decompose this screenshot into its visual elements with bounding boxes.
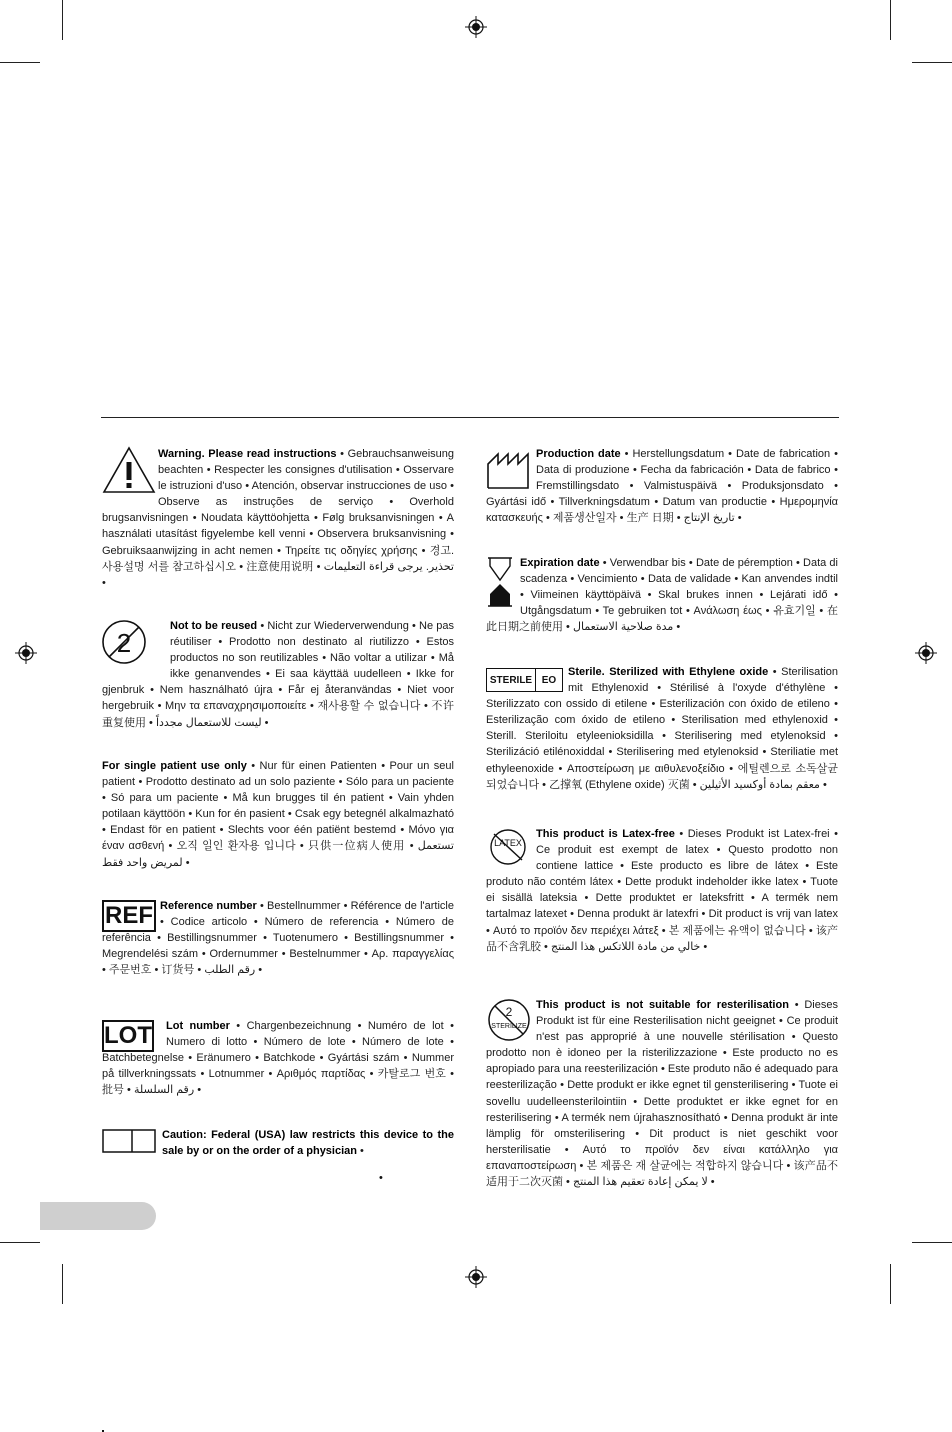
sterile-translations: • Sterilisation mit Ethylenoxid • Stérilisé à l'oxyde d'éthylène • Sterilizzato con ossido di etilene • Esterilización con óxido de etileno • Esterilização com óxido de etileno • Sterilisation med ethylenoxid • Sterill. Steriloitu etyleenioksidilla • Sterilisering med etylenoksid • Sterilizáció etilénoxiddal • Sterilisering med etylenoksid • Steriliatie met ethyleenoxide • Αποστείρωση με αιθυλενοξείδιο • 에틸렌으로 소독살균 되었습니다 • 乙撑氧 (Ethylene oxide) 灭菌 • معقم بمادة أوكسيد الأثيلين • — [486, 666, 838, 791]
latex-text — [486, 826, 838, 955]
registration-mark-icon — [465, 1266, 487, 1288]
latex-title: This product is Latex-free — [536, 828, 675, 840]
lot-title: Lot number — [166, 1020, 230, 1032]
registration-mark-icon — [15, 642, 37, 664]
warning-title: Warning. Please read instructions — [158, 448, 337, 460]
page-tab — [40, 1202, 156, 1230]
reference-text — [102, 898, 454, 978]
lot-translations: • Chargenbezeichnung • Numéro de lot • Numero di lotto • Número de lote • Número de lote • Batchbetegnelse • Eränumero • Batchkode • Gyártási szám • Nummer på tillverkningssats • Lotnummer • Αριθμός παρτίδας • 카탈로그 번호 • 批号 • رقم السلسلة • — [102, 1020, 454, 1097]
resterilisation-title: This product is not suitable for resterilisation — [536, 999, 789, 1011]
resterilisation-translations: • Dieses Produkt ist für eine Resterilisation nicht geeignet • Ce produit n'est pas approprié à une nouvelle stérilisation • Questo prodotto non è idoneo per la risterilizzazione • Este producto no es apropiado para una reesterilización • Este produto não é adequado para reesterilização • Dette produkt er ikke egnet til gensterilisering • Tuote ei sovellu uudelleensterilointiin • Dette produktet er ikke egnet for en resterilisering • A termék nem újrahasznosítható • Denna produkt är inte lämplig för omsterilisering • Dit product is niet geschikt voor hersterilisatie • Αυτό το προϊόν δεν είναι κατάλληλο για επαναποστείρωση • 본 제품은 재 살균에는 적합하지 않습니다 • 该产品不适用于二次灭菌 • لا يمكن إعادة تعقيم هذا المنتج • — [486, 999, 838, 1189]
lot-text — [102, 1018, 454, 1098]
horizontal-rule — [101, 417, 839, 418]
production-title: Production date — [536, 448, 621, 460]
warning-text — [102, 446, 454, 591]
single-patient-text — [102, 758, 454, 871]
reference-title: Reference number — [160, 900, 257, 912]
warning-translations: • Gebrauchsanweisung beachten • Respecter les consignes d'utilisation • Osservare le istruzioni d'uso • Atención, observar instrucciones de uso • Observe as instruções de serviço • Overhold brugsanvisningen • Noudata käyttöohjetta • Følg bruksanvisningen • A használati utasítást figyelembe kell venni • Observera bruksanvisning • Gebruiksaanwijzing in acht nemen • Τηρείτε τις οδηγίες χρήσης • 경고. 사용설명 서를 참고하십시오 • 注意使用说明 • تحذير. يرجى قراءة التعليمات • — [102, 448, 455, 589]
eo-label: EO — [541, 674, 557, 686]
resterilisation-text — [486, 997, 838, 1190]
expiration-text — [486, 555, 838, 635]
crop-mark — [0, 62, 40, 63]
resterilize-icon-number: 2 — [505, 1005, 513, 1019]
caution-title: Caution: Federal (USA) law restricts this device to the sale by or on the order of a physician — [162, 1129, 454, 1158]
not-reused-translations: • Nicht zur Wiederverwendung • Ne pas réutiliser • Prodotto non destinato al riutilizzo • Estos productos no son reutilizables • Não voltar a utilizar • Må ikke genanvendes • Ei saa käyttää uudelleen • Ikke for gjenbruk • Nem használható újra • Får ej återanvändas • Niet voor hergebruik • Μην τα επαναχρησιμοποιείτε • 재사용할 수 없습니다 • 不许重复使用 • ليست للاستعمال مجدداً • — [102, 620, 454, 729]
latex-translations: • Dieses Produkt ist Latex-frei • Ce produit est exempt de latex • Questo prodotto non contiene lattice • Este producto es libre de látex • Este produto não contém látex • Dette produkt indeholder ikke latex • Tuote ei sisällä lateksia • Dette produktet er lateksfritt • A termék nem tartalmaz latexet • Denna produkt är latexfri • Dit product is vrij van latex • Αυτό το προϊόν δεν περιέχει λάτεξ • 본 제품에는 유액이 없습니다 • 该产品不含乳胶 • خالي من مادة اللاتكس هذا المنتج • — [486, 828, 838, 953]
latex-icon-label: LATEX — [494, 838, 522, 848]
resterilize-icon-label: STERILIZE — [491, 1023, 527, 1030]
production-translations: • Herstellungsdatum • Date de fabrication • Data di produzione • Fecha da fabricación • Data de fabrico • Fremstillingsdato • Valmistuspäivä • Produksjonsdato • Gyártási idő • Tillverkningsdatum • Datum van productie • Ημερομηνία κατασκευής • 제품생산일자 • 生产 日期 • تاريخ الإنتاج • — [486, 448, 838, 525]
crop-mark — [0, 1242, 40, 1243]
single-patient-translations: • Nur für einen Patienten • Pour un seul patient • Prodotto destinato ad un solo paziente • Sólo para un paciente • Só para um paciente • Må kun brugges til én patient • Vain yhden potilaan käyttöön • Kun for én pasient • Csak egy betegnél alkalmazható • Endast för en patient • Slechts voor één patiënt bestemd • Μόνο για έναν ασθενή • 오직 일인 환자용 입니다 • 只供一位病人使用 • تستعمل لمريض واحد فقط • — [102, 760, 454, 869]
registration-mark-icon — [915, 642, 937, 664]
production-text — [486, 446, 838, 526]
crop-mark — [62, 0, 63, 40]
sterile-label: STERILE — [487, 669, 536, 691]
footer-bullet: • — [379, 1172, 383, 1184]
ref-symbol-label: REF — [105, 902, 153, 929]
sterile-text — [486, 664, 838, 793]
reference-translations: • Bestellnummer • Référence de l'article • Codice articolo • Número de referencia • Número de referência • Bestillingsnummer • Tuotenumero • Bestillingsnummer • Megrendelési szám • Ordernummer • Bestelnummer • Αρ. παραγγελίας • 주문번호 • 订货号 • رقم الطلب • — [102, 900, 454, 977]
expiration-translations: • Verwendbar bis • Date de péremption • Data di scadenza • Vencimiento • Data de validade • Kan anvendes indtil • Viimeinen käyttöpäivä • Skal brukes innen • Lejárati idő • Utgångsdatum • Te gebruiken tot • Ανάλωση έως • 유효기일 • 在此日期之前使用 • مدة صلاحية الاستعمال • — [486, 557, 838, 634]
caution-bullet: • — [357, 1145, 364, 1158]
crop-mark — [890, 0, 891, 40]
expiration-title: Expiration date — [520, 557, 600, 569]
registration-mark-icon — [465, 16, 487, 38]
single-patient-title: For single patient use only — [102, 760, 247, 772]
caution-text — [102, 1127, 454, 1159]
crop-mark — [62, 1264, 63, 1304]
lot-symbol-label: LOT — [104, 1022, 152, 1049]
crop-mark — [912, 62, 952, 63]
not-reused-text — [102, 618, 454, 731]
crop-mark — [912, 1242, 952, 1243]
not-reused-title: Not to be reused — [170, 620, 258, 632]
crop-mark — [890, 1264, 891, 1304]
do-not-reuse-number: 2 — [116, 628, 132, 658]
sterile-title: Sterile. Sterilized with Ethylene oxide — [568, 666, 769, 678]
